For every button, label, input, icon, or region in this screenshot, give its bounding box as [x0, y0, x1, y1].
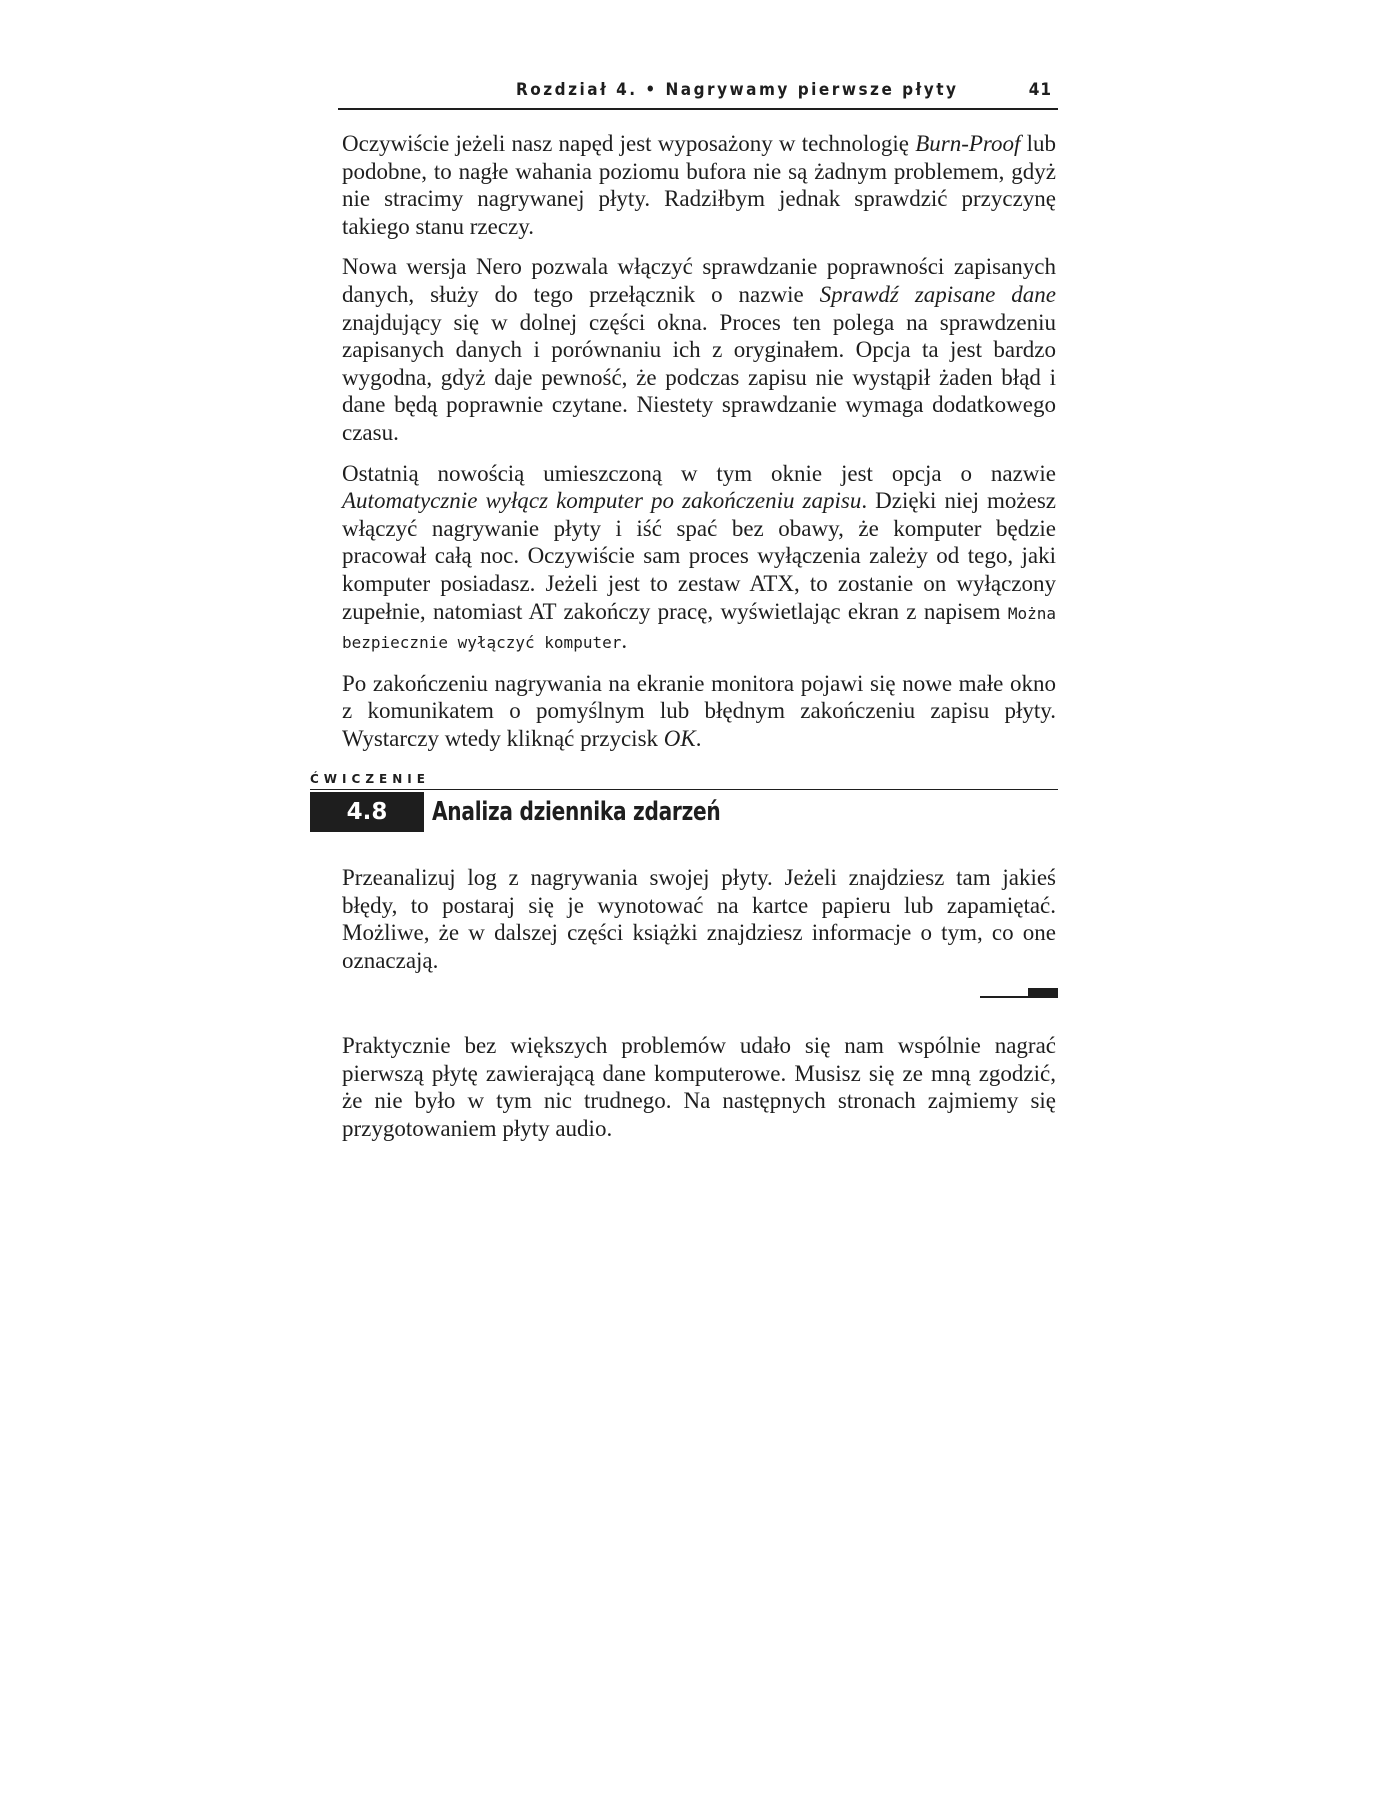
closing-section — [342, 1032, 1056, 1155]
paragraph-3 — [342, 460, 1056, 657]
exercise-number-badge: 4.8 — [310, 792, 424, 832]
paragraph-2-text-a: Nowa wersja Nero pozwala włączyć sprawdzanie poprawności zapisanych danych, służy do tego przełącznik o nazwie — [342, 254, 1056, 307]
exercise-label: ĆWICZENIE — [310, 772, 430, 786]
paragraph-2-emphasis: Sprawdź zapisane dane — [819, 281, 1056, 307]
exercise-title: Analiza dziennika zdarzeń — [432, 797, 721, 827]
exercise-body — [342, 864, 1056, 987]
paragraph-4-emphasis: OK — [663, 725, 696, 751]
paragraph-3-text-c: . — [621, 628, 628, 654]
paragraph-1-emphasis: Burn-Proof — [915, 131, 1021, 156]
paragraph-3-monospace: Można bezpiecznie wyłączyć komputer — [342, 603, 1056, 653]
paragraph-1-text-b: lub podobne, to nagłe wahania poziomu bufora nie są żadnym problemem, gdyż nie stracimy nagrywanej płyty. Radziłbym jednak sprawdzić przyczynę takiego stanu rzeczy. — [342, 131, 1056, 239]
exercise-end-mark — [980, 988, 1058, 998]
exercise-text: Przeanalizuj log z nagrywania swojej płyty. Jeżeli znajdziesz tam jakieś błędy, to postaraj się je wynotować na kartce papieru lub zapamiętać. Możliwe, że w dalszej części książki znajdziesz informacje o tym, co one oznaczają. — [342, 865, 1056, 973]
paragraph-3-text-b: . Dzięki niej możesz włączyć nagrywanie płyty i iść spać bez obawy, że komputer będzie pracował całą noc. Oczywiście sam proces wyłączenia zależy od tego, jaki komputer posiadasz. Jeżeli jest to zestaw ATX, to zostanie on wyłączony zupełnie, natomiast AT zakończy pracę, wyświetlając ekran z napisem — [342, 488, 1056, 624]
page-number: 41 — [1028, 80, 1052, 100]
end-mark-block — [1028, 988, 1058, 998]
paragraph-1 — [342, 130, 1056, 240]
paragraph-4-text-b: . — [695, 725, 702, 751]
running-header — [338, 78, 1058, 110]
paragraph-3-emphasis: Automatycznie wyłącz komputer po zakończeniu zapisu — [342, 488, 862, 514]
paragraph-3-text-a: Ostatnią nowością umieszczoną w tym oknie jest opcja o nazwie — [342, 460, 1056, 486]
paragraph-1-text-a: Oczywiście jeżeli nasz napęd jest wyposażony w technologię — [342, 131, 916, 156]
paragraph-4 — [342, 670, 1056, 753]
paragraph-4-text-a: Po zakończeniu nagrywania na ekranie monitora pojawi się nowe małe okno z komunikatem o pomyślnym lub błędnym zakończeniu zapisu płyty. Wystarczy wtedy kliknąć przycisk — [342, 670, 1056, 751]
exercise-rule — [310, 789, 1058, 790]
main-text — [342, 130, 1056, 765]
paragraph-2-text-b: znajdujący się w dolnej części okna. Proces ten polega na sprawdzeniu zapisanych danych i porównaniu ich z oryginałem. Opcja ta jest bardzo wygodna, gdyż daje pewność, że podczas zapisu nie wystąpił żaden błąd i dane będą poprawnie czytane. Niestety sprawdzanie wymaga dodatkowego czasu. — [342, 309, 1056, 445]
closing-paragraph: Praktycznie bez większych problemów udało się nam wspólnie nagrać pierwszą płytę zawierającą dane komputerowe. Musisz się ze mną zgodzić, że nie było w tym nic trudnego. Na następnych stronach zajmiemy się przygotowaniem płyty audio. — [342, 1033, 1056, 1141]
chapter-title: Rozdział 4. • Nagrywamy pierwsze płyty — [516, 80, 959, 100]
paragraph-2 — [342, 253, 1056, 446]
